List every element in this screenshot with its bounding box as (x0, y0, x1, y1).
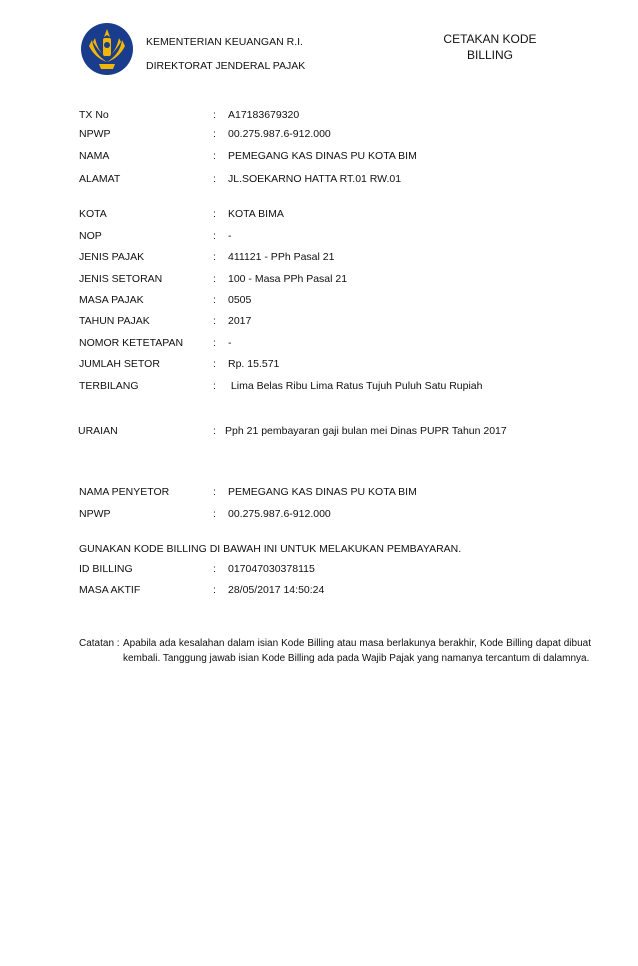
field-label: JENIS SETORAN (79, 273, 163, 285)
field-value: PEMEGANG KAS DINAS PU KOTA BIM (228, 150, 417, 162)
field-value: A17183679320 (228, 109, 300, 121)
field-separator: : (213, 230, 216, 242)
field-value: 411121 - PPh Pasal 21 (228, 251, 335, 263)
field-value: 017047030378115 (228, 563, 315, 575)
field-value: - (228, 337, 232, 349)
field-label: NAMA PENYETOR (79, 486, 170, 498)
note-label: Catatan : (79, 638, 120, 649)
field-label: TAHUN PAJAK (79, 315, 150, 327)
field-value: 2017 (228, 315, 252, 327)
field-value: 28/05/2017 14:50:24 (228, 584, 325, 596)
field-value: Lima Belas Ribu Lima Ratus Tujuh Puluh Satu Rupiah (228, 380, 483, 392)
document-title (410, 31, 570, 63)
document-title-line1: CETAKAN KODE (443, 32, 537, 46)
document-title-line2: BILLING (466, 48, 514, 62)
directorate-name: DIREKTORAT JENDERAL PAJAK (146, 60, 306, 72)
field-separator: : (213, 173, 216, 185)
field-label: ALAMAT (79, 173, 121, 185)
field-label: URAIAN (78, 425, 118, 437)
field-separator: : (213, 584, 216, 596)
field-value: 100 - Masa PPh Pasal 21 (228, 273, 348, 285)
field-label: TX No (79, 109, 109, 121)
field-value: Pph 21 pembayaran gaji bulan mei Dinas PUPR Tahun 2017 (225, 425, 507, 437)
field-separator: : (213, 380, 216, 392)
field-separator: : (213, 273, 216, 285)
field-separator: : (213, 337, 216, 349)
field-value: 00.275.987.6-912.000 (228, 128, 331, 140)
field-label: NOMOR KETETAPAN (79, 337, 184, 349)
field-value: KOTA BIMA (228, 208, 284, 220)
field-value: PEMEGANG KAS DINAS PU KOTA BIM (228, 486, 417, 498)
note-text: Apabila ada kesalahan dalam isian Kode Billing atau masa berlakunya berakhir, Kode Billing dapat dibuat kembali. Tanggung jawab isian Kode Billing ada pada Wajib Pajak yang namanya tercantum di dalamnya. (123, 638, 591, 664)
ministry-header (146, 30, 305, 78)
field-value: JL.SOEKARNO HATTA RT.01 RW.01 (228, 173, 402, 185)
field-separator: : (213, 315, 216, 327)
field-separator: : (213, 358, 216, 370)
field-label: MASA AKTIF (79, 584, 141, 596)
kemenkeu-logo-icon (80, 22, 134, 76)
field-separator: : (213, 486, 216, 498)
note (79, 636, 591, 666)
ministry-name: KEMENTERIAN KEUANGAN R.I. (146, 36, 303, 48)
field-label: MASA PAJAK (79, 294, 144, 306)
field-separator: : (213, 508, 216, 520)
field-label: TERBILANG (79, 380, 139, 392)
field-separator: : (213, 425, 216, 437)
field-label: NAMA (79, 150, 110, 162)
field-separator: : (213, 563, 216, 575)
field-label: JUMLAH SETOR (79, 358, 160, 370)
payment-notice: GUNAKAN KODE BILLING DI BAWAH INI UNTUK MELAKUKAN PEMBAYARAN. (79, 543, 462, 555)
field-separator: : (213, 150, 216, 162)
field-label: ID BILLING (79, 563, 133, 575)
field-value: 00.275.987.6-912.000 (228, 508, 331, 520)
field-value: - (228, 230, 232, 242)
field-value: 0505 (228, 294, 252, 306)
field-label: NPWP (79, 508, 111, 520)
field-label: NOP (79, 230, 102, 242)
field-value: Rp. 15.571 (228, 358, 280, 370)
field-separator: : (213, 208, 216, 220)
field-label: KOTA (79, 208, 107, 220)
field-separator: : (213, 294, 216, 306)
field-separator: : (213, 128, 216, 140)
field-separator: : (213, 109, 216, 121)
field-separator: : (213, 251, 216, 263)
field-label: JENIS PAJAK (79, 251, 145, 263)
field-label: NPWP (79, 128, 111, 140)
